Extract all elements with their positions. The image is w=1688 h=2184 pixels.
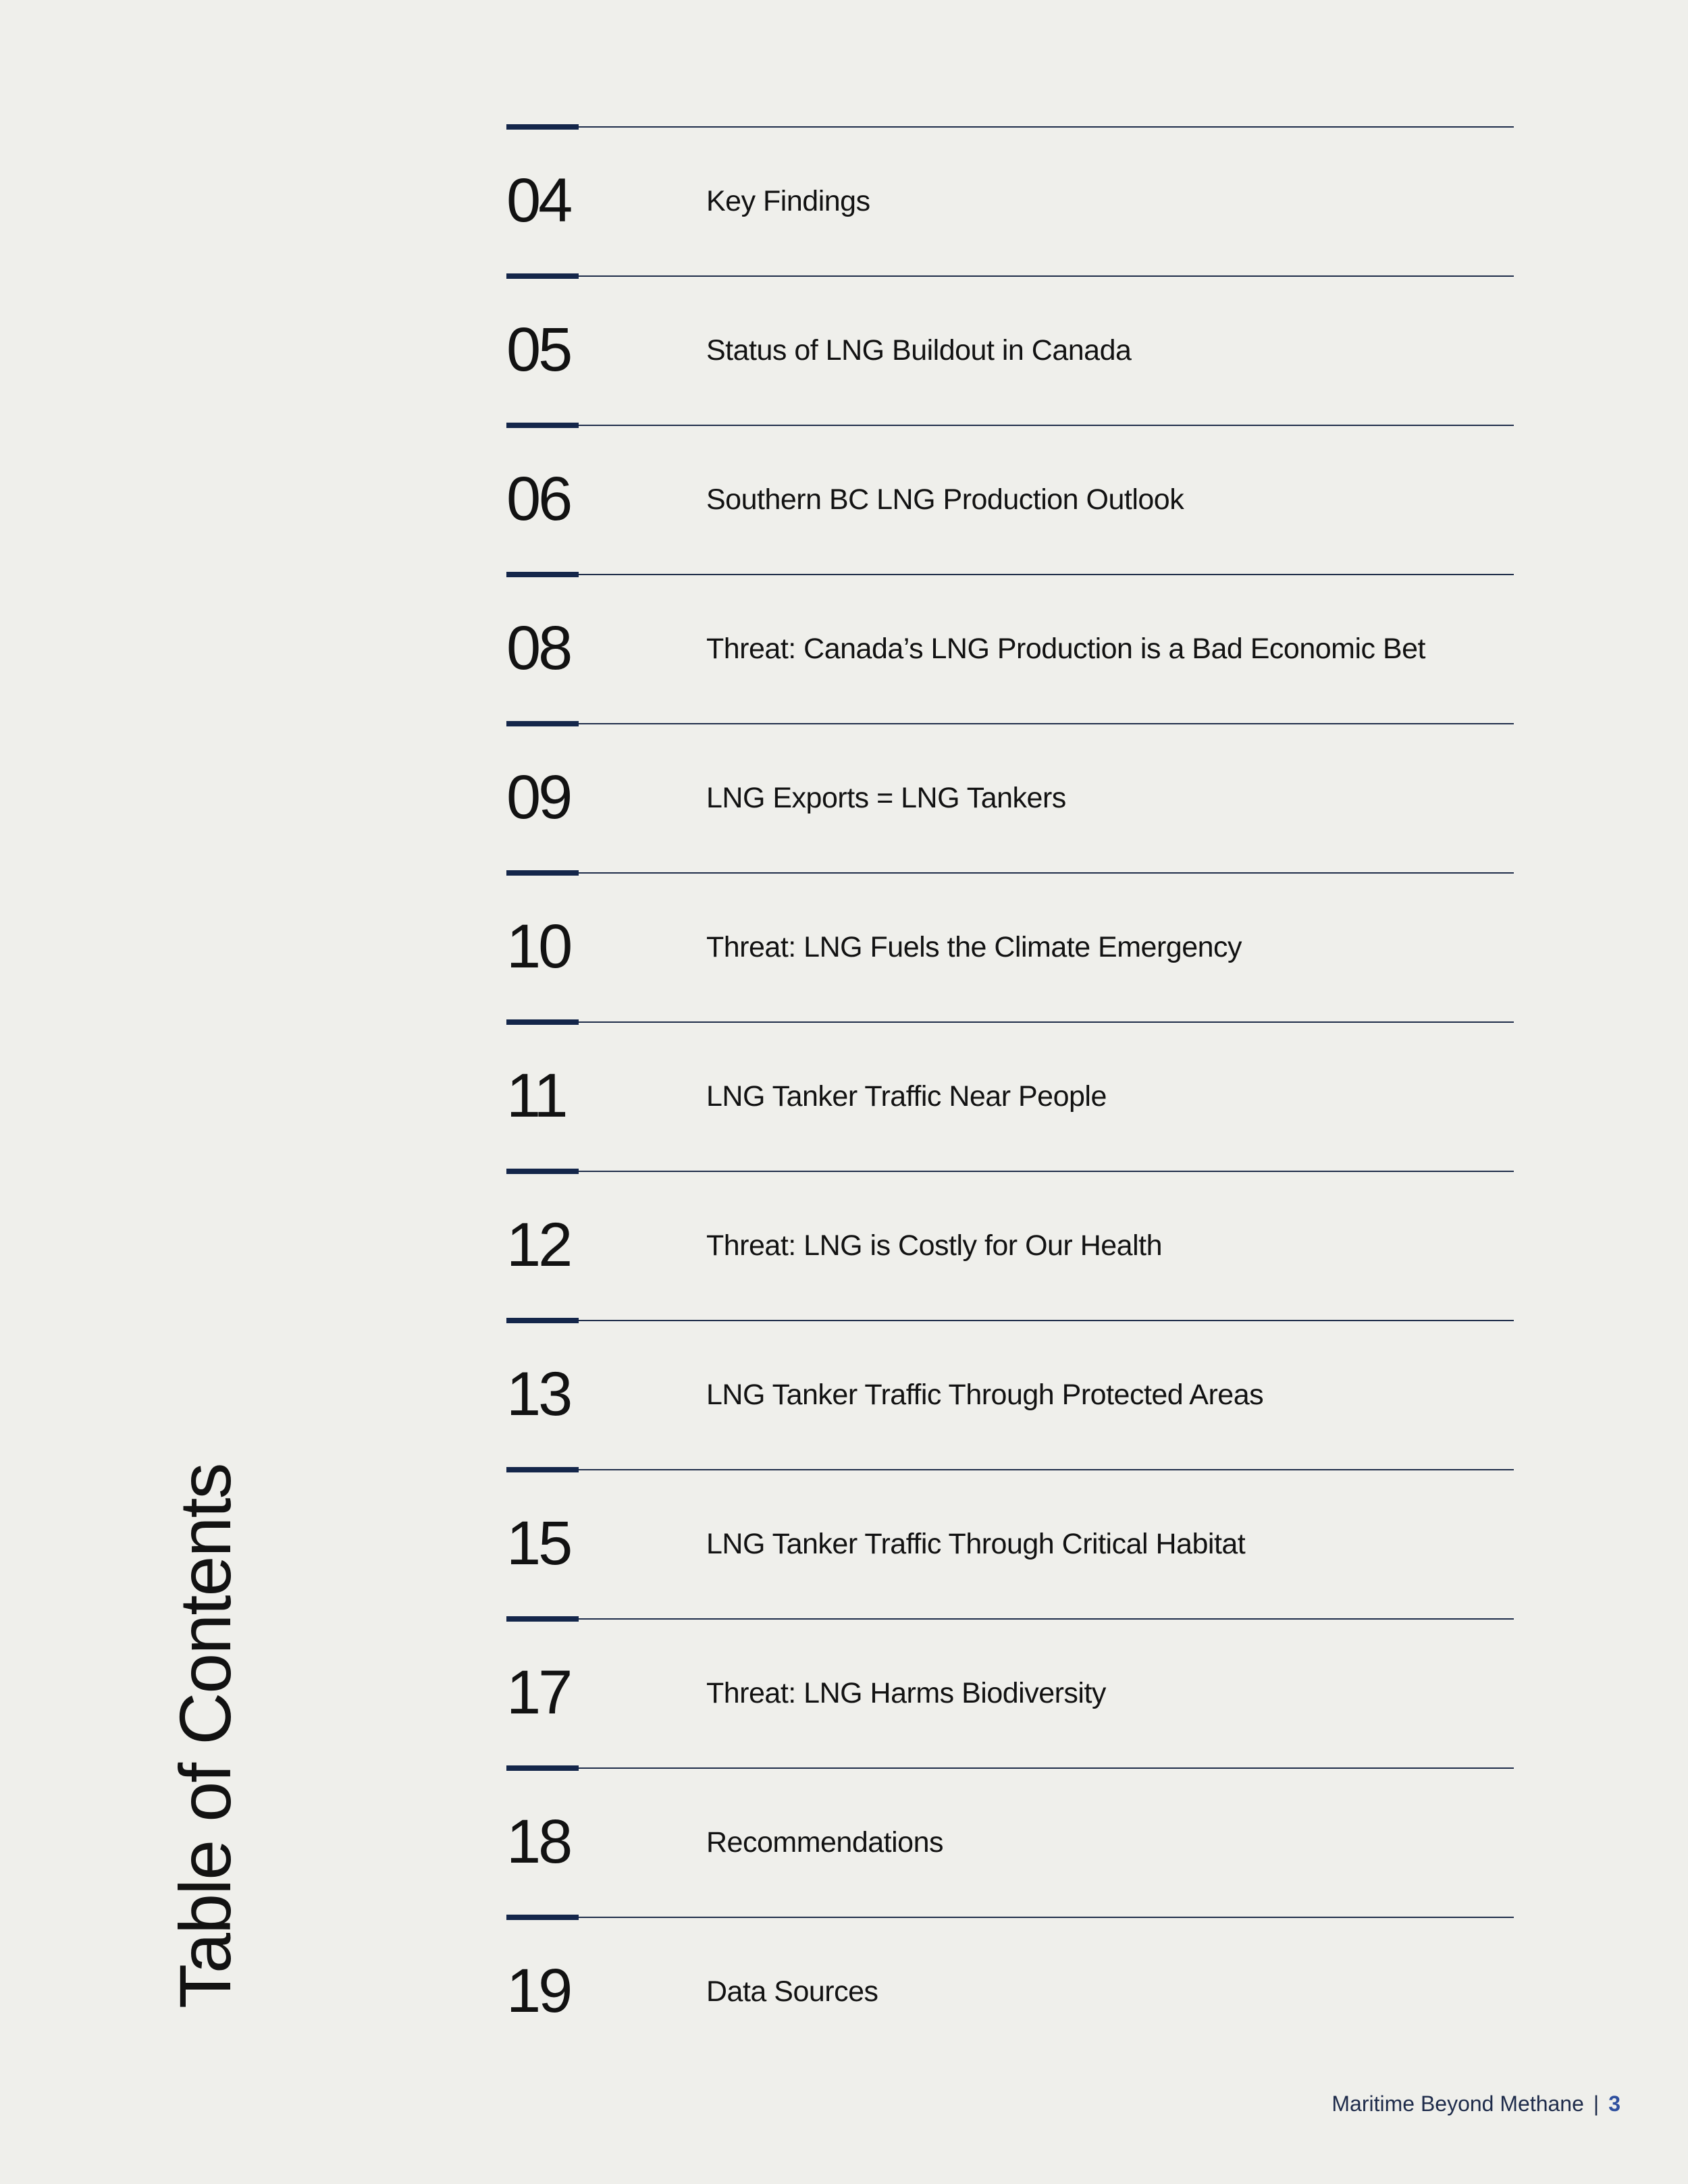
toc-page-number: 12 — [506, 1210, 571, 1279]
toc-page-number: 17 — [506, 1658, 571, 1727]
toc-entry-title: Data Sources — [706, 1975, 878, 2008]
toc-page-number: 05 — [506, 315, 571, 384]
toc-entry-title: LNG Tanker Traffic Through Critical Habitat — [706, 1528, 1246, 1560]
page-title: Table of Contents — [164, 1464, 246, 2008]
toc-entry[interactable] — [506, 275, 1514, 425]
toc-page-number: 09 — [506, 763, 571, 832]
toc-page-number: 10 — [506, 912, 571, 981]
toc-entry-title: Recommendations — [706, 1826, 944, 1859]
toc-entry-title: Key Findings — [706, 185, 870, 217]
toc-entry-title: Threat: Canada’s LNG Production is a Bad Economic Bet — [706, 633, 1426, 665]
toc-entry[interactable] — [506, 126, 1514, 275]
toc-entry[interactable] — [506, 425, 1514, 574]
toc-entry[interactable] — [506, 1021, 1514, 1171]
toc-entry[interactable] — [506, 574, 1514, 723]
toc-page-number: 15 — [506, 1509, 571, 1578]
toc-entry[interactable] — [506, 723, 1514, 872]
toc-entry[interactable] — [506, 1320, 1514, 1469]
publication-name: Maritime Beyond Methane — [1331, 2092, 1584, 2116]
toc-page-number: 13 — [506, 1360, 571, 1429]
page-number: 3 — [1608, 2092, 1620, 2116]
toc-entry-title: Status of LNG Buildout in Canada — [706, 334, 1132, 367]
toc-list — [506, 126, 1514, 2066]
toc-entry-title: LNG Tanker Traffic Near People — [706, 1080, 1107, 1113]
toc-entry-title: Threat: LNG is Costly for Our Health — [706, 1229, 1162, 1262]
toc-entry-title: Threat: LNG Harms Biodiversity — [706, 1677, 1106, 1709]
toc-entry-title: Southern BC LNG Production Outlook — [706, 483, 1184, 516]
toc-entry[interactable] — [506, 872, 1514, 1021]
toc-entry[interactable] — [506, 1767, 1514, 1917]
toc-entry-title: LNG Exports = LNG Tankers — [706, 782, 1066, 814]
toc-page-number: 08 — [506, 614, 571, 683]
toc-page-number: 06 — [506, 464, 571, 533]
toc-page-number: 19 — [506, 1956, 571, 2025]
page-footer — [1331, 2093, 1620, 2114]
toc-page-number: 18 — [506, 1807, 571, 1876]
toc-page-number: 11 — [506, 1061, 566, 1130]
toc-entry[interactable] — [506, 1469, 1514, 1618]
footer-separator: | — [1593, 2092, 1600, 2116]
toc-entry[interactable] — [506, 1618, 1514, 1767]
toc-page-number: 04 — [506, 166, 571, 235]
toc-entry-title: LNG Tanker Traffic Through Protected Areas — [706, 1379, 1264, 1411]
toc-entry-title: Threat: LNG Fuels the Climate Emergency — [706, 931, 1242, 963]
toc-entry[interactable] — [506, 1171, 1514, 1320]
toc-entry[interactable] — [506, 1917, 1514, 2066]
